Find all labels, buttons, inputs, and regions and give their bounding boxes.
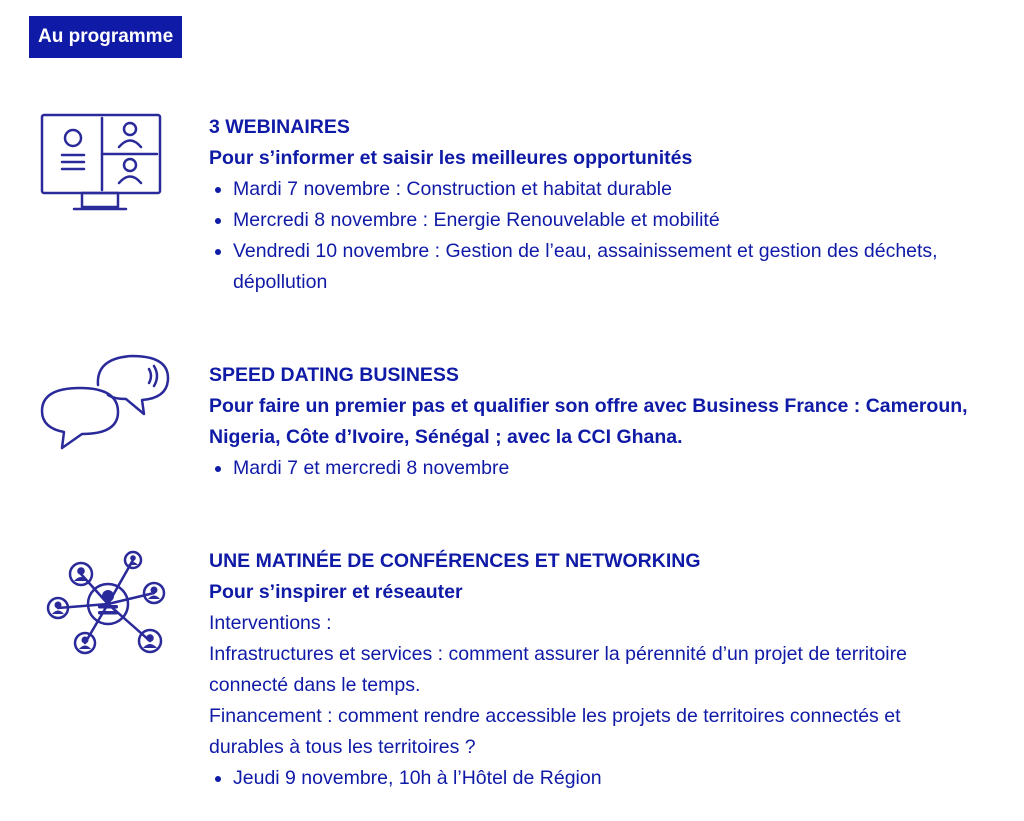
conferences-text (209, 546, 1008, 794)
webinar-dates-list (209, 174, 1008, 298)
list-item: Mardi 7 novembre : Construction et habitat durable (209, 174, 1008, 205)
section-subtitle: Pour s’inspirer et réseauter (209, 581, 463, 603)
intervention-financement: Financement : comment rendre accessible les projets de territoires connectés et durables à tous les territoires ? (209, 705, 901, 758)
list-item: Mardi 7 et mercredi 8 novembre (209, 453, 1008, 484)
list-item: Vendredi 10 novembre : Gestion de l’eau, assainissement et gestion des déchets, dépollution (209, 236, 1008, 298)
list-item: Jeudi 9 novembre, 10h à l’Hôtel de Région (209, 763, 1008, 794)
intervention-infrastructures: Infrastructures et services : comment assurer la pérennité d’un projet de territoire connecté dans le temps. (209, 643, 907, 696)
section-title: SPEED DATING BUSINESS (209, 364, 459, 386)
section-title: 3 WEBINAIRES (209, 116, 350, 138)
speed-dating-dates-list (209, 453, 1008, 484)
interventions-label: Interventions : (209, 612, 332, 634)
list-item: Mercredi 8 novembre : Energie Renouvelable et mobilité (209, 205, 1008, 236)
section-subtitle: Pour faire un premier pas et qualifier son offre avec Business France : Cameroun, Nigeria, Côte d’Ivoire, Sénégal ; avec la CCI Ghana. (209, 395, 968, 448)
section-tag: Au programme (29, 16, 182, 58)
conference-date-list (209, 763, 1008, 794)
speech-bubbles-icon (40, 352, 170, 452)
network-people-icon (38, 546, 173, 658)
section-subtitle: Pour s’informer et saisir les meilleures opportunités (209, 147, 693, 169)
speed-dating-text (209, 360, 1008, 484)
webinar-monitor-icon (40, 112, 165, 214)
section-title: UNE MATINÉE DE CONFÉRENCES ET NETWORKING (209, 550, 701, 572)
webinars-text (209, 112, 1008, 298)
